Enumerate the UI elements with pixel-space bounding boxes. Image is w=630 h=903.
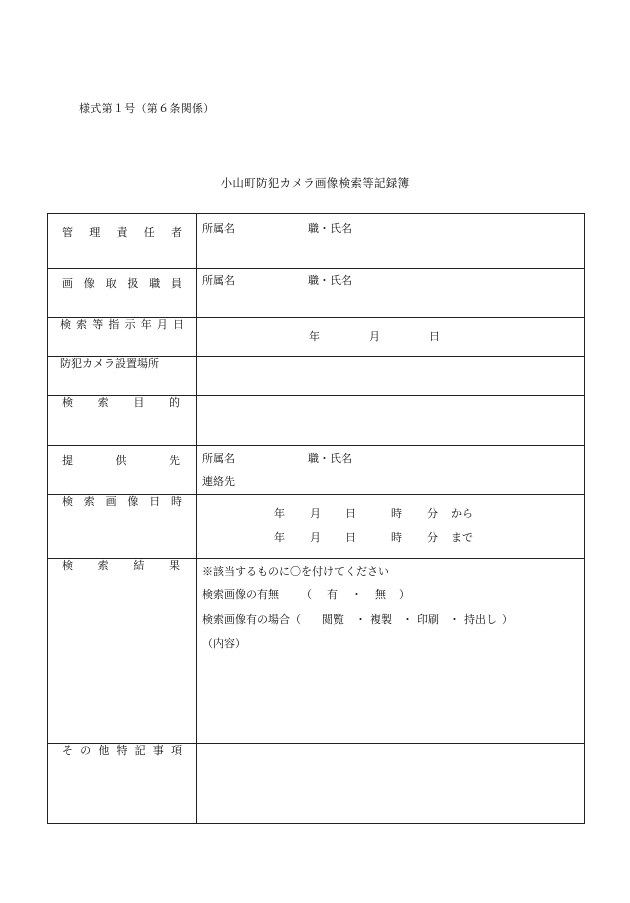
handling-separator-2: ・	[402, 613, 413, 626]
instruction-month-label: 月	[369, 330, 380, 343]
existence-close-paren: ）	[399, 588, 410, 601]
label-char: 年	[140, 318, 152, 331]
form-number: 様式第１号（第６条関係）	[79, 102, 215, 115]
handler-title-name-label: 職・氏名	[308, 274, 352, 287]
result-note: ※該当するものに〇を付けてください	[202, 565, 389, 578]
label-char: 検	[62, 495, 73, 508]
label-manager	[48, 214, 197, 269]
row-instruction-date	[48, 318, 585, 357]
label-char: 事	[152, 744, 164, 757]
label-char: 時	[170, 495, 182, 508]
label-char: 指	[108, 318, 120, 331]
existence-label: 検索画像の有無	[202, 588, 279, 601]
value-handler[interactable]	[197, 269, 585, 318]
label-char: 画	[62, 277, 73, 290]
instruction-year-label: 年	[309, 330, 320, 343]
label-char: 取	[105, 277, 117, 290]
label-char: 月	[156, 318, 168, 331]
to-hour-label: 時	[391, 531, 402, 544]
handler-affiliation-label: 所属名	[202, 274, 235, 287]
from-suffix-label: から	[451, 507, 473, 520]
to-year-label: 年	[274, 531, 285, 544]
value-purpose[interactable]	[197, 396, 585, 446]
from-month-label: 月	[310, 507, 321, 520]
row-remarks	[48, 744, 585, 824]
label-char: 検	[62, 559, 73, 572]
label-purpose	[48, 396, 197, 446]
handling-separator-1: ・	[355, 613, 366, 626]
label-char: 管	[62, 226, 73, 239]
to-day-label: 日	[345, 531, 356, 544]
label-char: 職	[149, 277, 161, 290]
label-char: 像	[83, 277, 95, 290]
value-instruction-date[interactable]	[197, 318, 585, 357]
label-char: 先	[169, 454, 180, 467]
handling-view-option[interactable]: 閲覧	[322, 613, 344, 626]
handling-separator-3: ・	[449, 613, 460, 626]
value-image-datetime[interactable]	[197, 495, 585, 559]
label-char: 供	[115, 454, 127, 467]
label-handler-text	[48, 277, 196, 291]
label-char: 結	[133, 559, 145, 572]
from-minute-label: 分	[427, 507, 438, 520]
value-remarks[interactable]	[197, 744, 585, 824]
label-char: 索	[76, 318, 88, 331]
row-recipient	[48, 446, 585, 495]
row-image-datetime	[48, 495, 585, 559]
label-char: 索	[83, 495, 95, 508]
label-char: 目	[133, 396, 145, 409]
label-char: 索	[97, 396, 109, 409]
label-instruction-date	[48, 318, 197, 357]
label-char: 日	[172, 318, 184, 331]
label-char: 扱	[127, 277, 139, 290]
label-instruction-date-text	[48, 318, 196, 332]
from-day-label: 日	[345, 507, 356, 520]
handling-label: 検索画像有の場合（	[202, 613, 301, 626]
label-char: 検	[62, 396, 73, 409]
row-manager	[48, 214, 585, 269]
from-year-label: 年	[274, 507, 285, 520]
label-char: 検	[60, 318, 71, 331]
label-char: 者	[171, 226, 182, 239]
label-char: の	[80, 744, 92, 757]
label-char: 的	[168, 396, 180, 409]
label-char: 像	[127, 495, 139, 508]
label-char: 他	[98, 744, 110, 757]
label-recipient-text	[48, 454, 196, 468]
label-char: 記	[134, 744, 146, 757]
from-hour-label: 時	[391, 507, 402, 520]
label-purpose-text	[48, 396, 196, 410]
label-char: 索	[97, 559, 109, 572]
label-manager-text	[48, 226, 196, 240]
label-handler	[48, 269, 197, 318]
manager-affiliation-label: 所属名	[202, 222, 235, 235]
label-result-text	[48, 559, 196, 573]
value-result[interactable]	[197, 559, 585, 744]
label-camera-location-text	[48, 357, 196, 371]
existence-open-paren: （	[301, 588, 312, 601]
row-handler	[48, 269, 585, 318]
row-purpose	[48, 396, 585, 446]
recipient-affiliation-label: 所属名	[202, 452, 235, 465]
label-char: 員	[170, 277, 182, 290]
recipient-contact-label: 連絡先	[202, 475, 235, 488]
to-minute-label: 分	[427, 531, 438, 544]
label-char: 項	[170, 744, 182, 757]
row-result	[48, 559, 585, 744]
value-manager[interactable]	[197, 214, 585, 269]
value-camera-location[interactable]	[197, 357, 585, 396]
instruction-day-label: 日	[429, 330, 440, 343]
label-char: 責	[116, 226, 128, 239]
label-remarks	[48, 744, 197, 824]
label-char: 特	[116, 744, 128, 757]
handling-copy-option[interactable]: 複製	[370, 613, 392, 626]
label-char: そ	[62, 744, 73, 757]
label-camera-location	[48, 357, 197, 396]
label-char: 理	[89, 226, 101, 239]
label-result	[48, 559, 197, 744]
recipient-title-name-label: 職・氏名	[308, 452, 352, 465]
handling-print-option[interactable]: 印刷	[417, 613, 439, 626]
label-image-datetime	[48, 495, 197, 559]
label-char: 示	[124, 318, 136, 331]
handling-close-paren: ）	[502, 613, 513, 626]
label-image-datetime-text	[48, 495, 196, 509]
result-content-label: （内容）	[202, 637, 246, 650]
label-recipient	[48, 446, 197, 495]
existence-yes-option[interactable]: 有	[327, 588, 338, 601]
label-remarks-text	[48, 744, 196, 758]
to-suffix-label: まで	[451, 531, 473, 544]
label-char: 等	[92, 318, 104, 331]
value-recipient[interactable]	[197, 446, 585, 495]
document-title: 小山町防犯カメラ画像検索等記録簿	[220, 176, 410, 190]
handling-takeout-option[interactable]: 持出し	[464, 613, 497, 626]
existence-separator: ・	[351, 588, 362, 601]
label-char: 日	[149, 495, 161, 508]
label-char: 提	[62, 454, 73, 467]
record-table	[47, 213, 585, 824]
manager-title-name-label: 職・氏名	[308, 222, 352, 235]
label-char: 任	[143, 226, 155, 239]
label-char: 果	[168, 559, 180, 572]
to-month-label: 月	[310, 531, 321, 544]
label-char: 画	[105, 495, 117, 508]
row-camera-location	[48, 357, 585, 396]
label-camera-location-value: 防犯カメラ設置場所	[60, 357, 159, 370]
existence-no-option[interactable]: 無	[375, 588, 386, 601]
